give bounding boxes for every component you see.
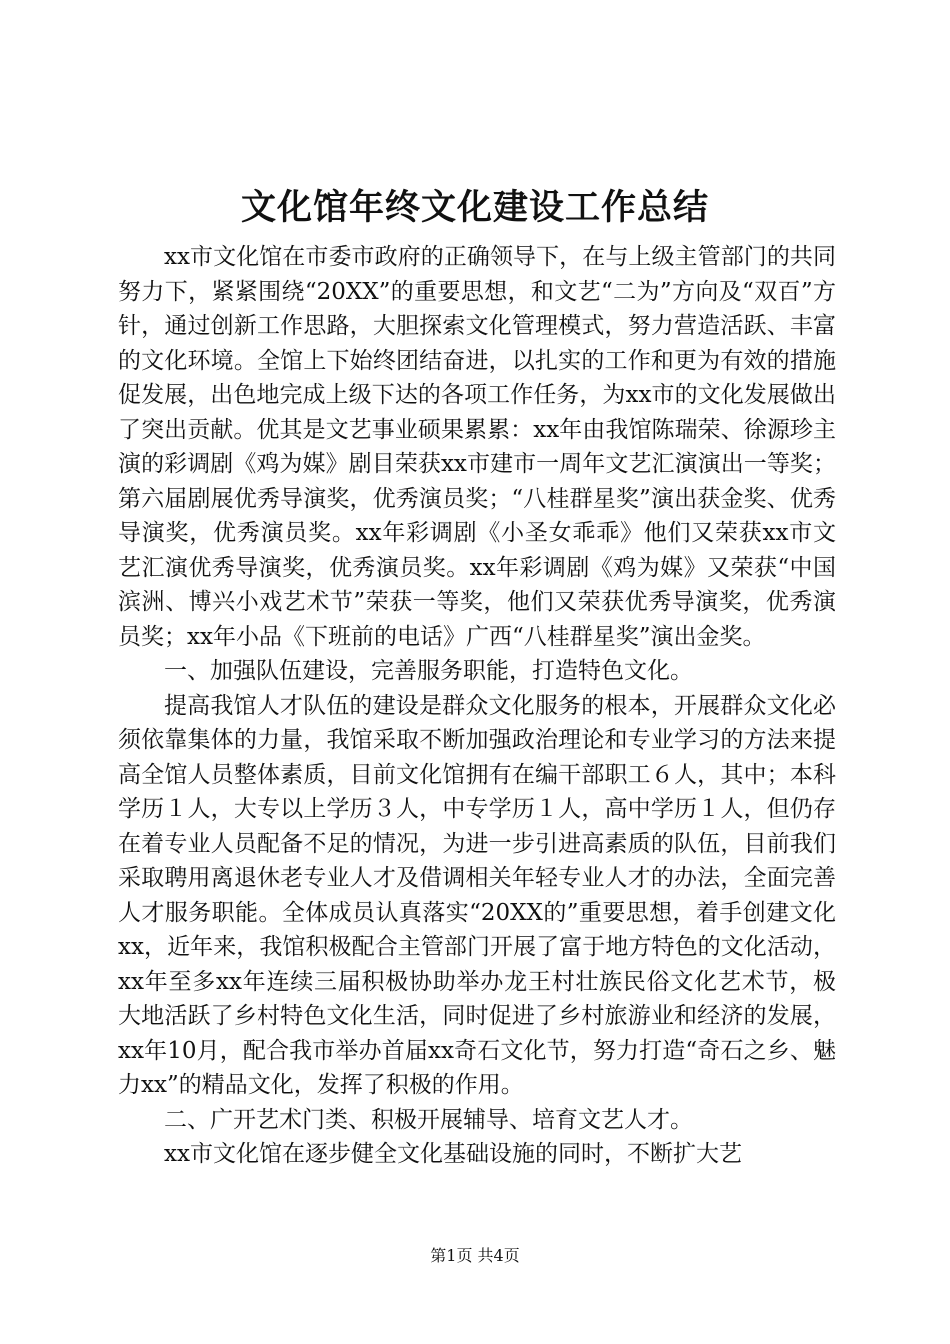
section-heading-1: 一、加强队伍建设，完善服务职能，打造特色文化。 (164, 658, 693, 684)
page-footer: 第1页 共4页 (430, 1246, 520, 1265)
section-heading-2: 二、广开艺术门类、积极开展辅导、培育文艺人才。 (164, 1106, 693, 1133)
section-2-paragraph: xx市文化馆在逐步健全文化基础设施的同时，不断扩大艺 (164, 1141, 742, 1167)
section-1-paragraph: 提高我馆人才队伍的建设是群众文化服务的根本，开展群众文化必须依靠集体的力量，我馆采取不断加强政治理论和专业学习的方法来提高全馆人员整体素质，目前文化馆拥有在编干部职工６人，其中；本科学历１人，大专以上学历３人，中专学历１人，高中学历１人，但仍存在着专业人员配备不足的情况，为进一步引进高素质的队伍，目前我们采取聘用离退休老专业人才及借调相关年轻专业人才的办法，全面完善人才服务职能。全体成员认真落实“20XX的”重要思想，着手创建文化xx，近年来，我馆积极配合主管部门开展了富于地方特色的文化活动，xx年至多xx年连续三届积极协助举办龙王村壮族民俗文化艺术节，极大地活跃了乡村特色文化生活，同时促进了乡村旅游业和经济的发展，xx年10月，配合我市举办首届xx奇石文化节，努力打造“奇石之乡、魅力xx”的精品文化，发挥了积极的作用。 (118, 692, 836, 1098)
intro-paragraph: xx市文化馆在市委市政府的正确领导下，在与上级主管部门的共同努力下，紧紧围绕“20XX”的重要思想，和文艺“二为”方向及“双百”方针，通过创新工作思路，大胆探索文化管理模式，努力营造活跃、丰富的文化环境。全馆上下始终团结奋进，以扎实的工作和更为有效的措施促发展，出色地完成上级下达的各项工作任务，为xx市的文化发展做出了突出贡献。优其是文艺事业硕果累累：xx年由我馆陈瑞荣、徐源珍主演的彩调剧《鸡为媒》剧目荣获xx市建市一周年文艺汇演演出一等奖；第六届剧展优秀导演奖，优秀演员奖；“八桂群星奖”演出获金奖、优秀导演奖，优秀演员奖。xx年彩调剧《小圣女乖乖》他们又荣获xx市文艺汇演优秀导演奖，优秀演员奖。xx年彩调剧《鸡为媒》又荣获“中国滨洲、博兴小戏艺术节”荣获一等奖，他们又荣获优秀导演奖，优秀演员奖；xx年小品《下班前的电话》广西“八桂群星奖”演出金奖。 (118, 244, 836, 650)
document-title: 文化馆年终文化建设工作总结 (240, 187, 709, 228)
document-body (118, 240, 836, 1172)
